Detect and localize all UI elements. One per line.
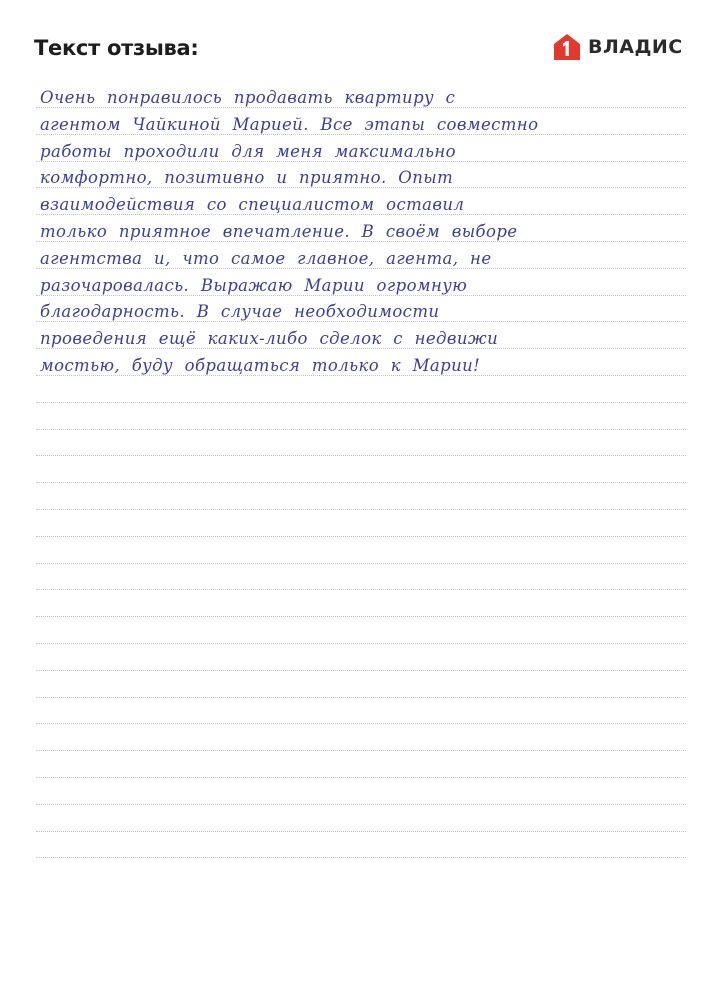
ruled-line	[36, 589, 686, 590]
ruled-line	[36, 697, 686, 698]
ruled-line	[36, 750, 686, 751]
ruled-line	[36, 670, 686, 671]
ruled-line	[36, 509, 686, 510]
ruled-line	[36, 804, 686, 805]
ruled-line	[36, 429, 686, 430]
ruled-line	[36, 482, 686, 483]
review-line: взаимодействия со специалистом оставил	[40, 195, 465, 215]
form-title: Текст отзыва:	[34, 36, 199, 60]
ruled-line	[36, 536, 686, 537]
review-line: Очень понравилось продавать квартиру с	[40, 88, 456, 107]
review-text	[40, 85, 690, 380]
review-line: разочаровалась. Выражаю Марии огромную	[40, 275, 468, 295]
brand-name: ВЛАДИС	[588, 36, 683, 58]
review-line: комфортно, позитивно и приятно. Опыт	[40, 168, 454, 188]
ruled-line	[36, 402, 686, 403]
review-line: благодарность. В случае необходимости	[40, 302, 440, 322]
ruled-line	[36, 777, 686, 778]
ruled-line	[36, 831, 686, 832]
review-line: агентом Чайкиной Марией. Все этапы совместно	[40, 114, 539, 134]
review-line: проведения ещё каких-либо сделок с недвижи	[40, 329, 499, 349]
review-line: работы проходили для меня максимально	[40, 141, 457, 161]
review-line: мостью, буду обращаться только к Марии!	[40, 355, 481, 375]
ruled-line	[36, 455, 686, 456]
ruled-line	[36, 643, 686, 644]
ruled-line	[36, 857, 686, 858]
review-line: только приятное впечатление. В своём выборе	[40, 221, 518, 241]
ruled-line	[36, 616, 686, 617]
ruled-line	[36, 563, 686, 564]
ruled-line	[36, 723, 686, 724]
review-line: агентства и, что самое главное, агента, не	[40, 248, 492, 268]
